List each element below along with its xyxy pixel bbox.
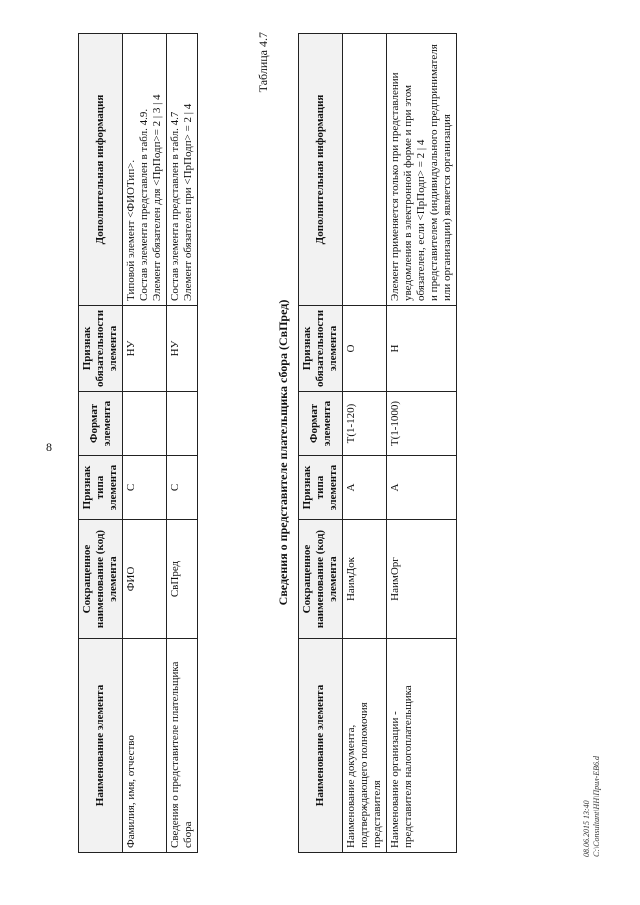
cell-name: Фамилия, имя, отчество — [123, 639, 167, 853]
header-required: Признак обязательности элемента — [299, 305, 343, 391]
cell-info: Состав элемента представлен в табл. 4.7 Элемент обязателен при <ПрПодп> = 2 | 4 — [167, 34, 198, 306]
elements-table — [78, 33, 198, 853]
stamp-date: 08.06.2015 13:40 — [582, 800, 591, 857]
header-name: Наименование элемента — [299, 639, 343, 853]
table-row — [167, 34, 198, 853]
header-required: Признак обязательности элемента — [79, 305, 123, 391]
cell-type: А — [387, 456, 457, 520]
cell-type: С — [167, 456, 198, 520]
header-format: Формат элемента — [299, 392, 343, 456]
cell-required: НУ — [167, 305, 198, 391]
header-type: Признак типа элемента — [299, 456, 343, 520]
header-row — [299, 34, 343, 853]
file-stamp — [582, 756, 602, 857]
cell-format — [123, 392, 167, 456]
header-info: Дополнительная информация — [299, 34, 343, 306]
cell-required: НУ — [123, 305, 167, 391]
cell-code: СвПред — [167, 520, 198, 639]
cell-info: Элемент применяется только при представлении уведомления в электронной форме и при этом обязателен, если <ПрПодп> = 2 | 4 и представителем (индивидуального предпринимателя или организации) является организация — [387, 34, 457, 306]
page-number: 8 — [46, 440, 52, 454]
cell-required: О — [343, 305, 387, 391]
cell-name: Наименование документа, подтверждающего полномочия представителя — [343, 639, 387, 853]
table-row — [123, 34, 167, 853]
representative-table — [298, 33, 457, 853]
stamp-path: C:\Consultant\НН\Прил-ЕВ6.d — [592, 755, 601, 857]
cell-info: Типовой элемент <ФИОТип>. Состав элемента представлен в табл. 4.9. Элемент обязателен для <ПрПодп>= 2 | 3 | 4 — [123, 34, 167, 306]
table-label: Таблица 4.7 — [256, 32, 270, 93]
cell-required: Н — [387, 305, 457, 391]
cell-name: Наименование организации - представителя налогоплательщика — [387, 639, 457, 853]
cell-format — [167, 392, 198, 456]
cell-format: T(1-120) — [343, 392, 387, 456]
header-name: Наименование элемента — [79, 639, 123, 853]
cell-name: Сведения о представителе плательщика сбора — [167, 639, 198, 853]
header-code: Сокращенное наименование (код) элемента — [299, 520, 343, 639]
table-title: Сведения о представителе плательщика сбора (СвПред) — [276, 299, 290, 606]
header-row — [79, 34, 123, 853]
cell-type: А — [343, 456, 387, 520]
cell-info — [343, 34, 387, 306]
table-row — [387, 34, 457, 853]
cell-format: T(1-1000) — [387, 392, 457, 456]
cell-code: НаимДок — [343, 520, 387, 639]
table-row — [343, 34, 387, 853]
header-type: Признак типа элемента — [79, 456, 123, 520]
header-code: Сокращенное наименование (код) элемента — [79, 520, 123, 639]
cell-code: ФИО — [123, 520, 167, 639]
header-format: Формат элемента — [79, 392, 123, 456]
cell-type: С — [123, 456, 167, 520]
cell-code: НаимОрг — [387, 520, 457, 639]
header-info: Дополнительная информация — [79, 34, 123, 306]
